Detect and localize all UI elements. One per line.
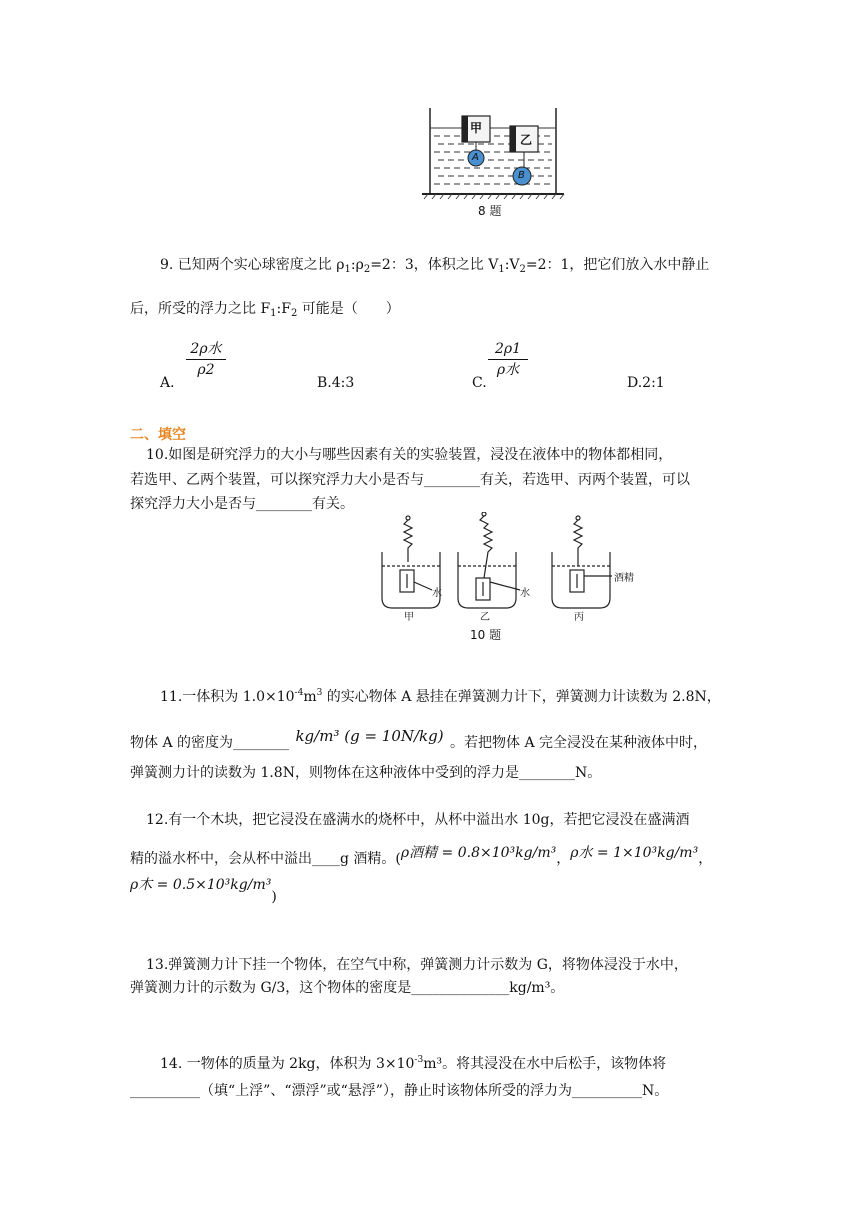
q10-line-2: 若选甲、乙两个装置，可以探究浮力大小是否与________有关，若选甲、丙两个装置，可以 [130,472,690,488]
figure-10-alcohol: 酒精 [614,573,634,584]
figure-10-water-2: 水 [520,588,530,599]
q12-formula-wood: ρ木 = 0.5×10³kg/m³ [130,877,272,893]
figure-10 [370,512,650,644]
figure-8-block-right-label: 乙 [520,133,533,147]
q9-option-a-fraction: 2ρ水 ρ2 [186,340,226,379]
q12-formula-water: ρ水 = 1×10³kg/m³ [570,845,699,861]
q12-line-1: 12.有一个木块，把它浸没在盛满水的烧杯中，从杯中溢出水 10g，若把它浸没在盛满酒 [146,812,690,828]
section-fill-in-title: 二、填空 [130,427,186,443]
q13-line-1: 13.弹簧测力计下挂一个物体，在空气中称，弹簧测力计示数为 G，将物体浸没于水中， [146,957,688,973]
q11-line-2: 物体 A 的密度为________ kg/m³ (g = 10N/kg) 。若把物体 A 完全浸没在某种液体中时， [130,727,708,751]
figure-10-caption: 10 题 [470,628,502,642]
q11-line-1: 11.一体积为 $1.0\times 10^{-4}m^3$ 的实心物体 A 悬挂在弹簧测力计下，弹簧测力计读数为 2.8N， [160,688,721,705]
q11-line-3: 弹簧测力计的读数为 1.8N，则物体在这种液体中受到的浮力是________N。 [130,765,602,781]
figure-8 [418,104,568,222]
figure-10-label-jia: 甲 [404,612,414,623]
figure-10-diagram [370,512,650,644]
q12-formula-alcohol: ρ酒精 = 0.8×10³kg/m³ [400,845,557,861]
q9-option-b: B.4:3 [317,375,355,391]
q11-unit-formula: kg/m³ (g = 10N/kg) [295,727,444,745]
q12-line-3: ρ木 = 0.5×10³kg/m³) [130,877,277,905]
figure-8-ball-b-label: B [518,170,525,181]
q14-line-2: __________（填“上浮”、“漂浮”或“悬浮”），静止时该物体所受的浮力为__________N。 [130,1083,669,1099]
figure-8-caption: 8 题 [478,204,502,218]
q10-line-1: 10.如图是研究浮力的大小与哪些因素有关的实验装置，浸没在液体中的物体都相同， [146,447,673,463]
q9-line-1: 9. 已知两个实心球密度之比 $\rho_1:\rho_2=2$：3，体积之比 $V_1:V_2=2$：1，把它们放入水中静止 [160,257,710,275]
q14-line-1: 14. 一物体的质量为 2kg，体积为 $3\times 10^{-3}m^3$。将其浸没在水中后松手，该物体将 [160,1055,667,1072]
q9-option-d: D.2:1 [627,375,665,391]
q10-line-3: 探究浮力大小是否与________有关。 [130,496,354,512]
figure-10-water-1: 水 [432,588,442,599]
q12-line-2: 精的溢水杯中，会从杯中溢出____g 酒精。(ρ酒精 = 0.8×10³kg/m³，ρ水 = 1×10³kg/m³， [130,845,713,867]
q9-option-c-fraction: 2ρ1 ρ水 [488,340,528,379]
figure-10-label-yi: 乙 [480,612,490,623]
figure-10-label-bing: 丙 [574,612,584,623]
q9-option-c-label: C. [472,375,487,391]
q9-line-2: 后，所受的浮力之比 $F_1:F_2$ 可能是（ ） [130,301,400,319]
q9-option-a-label: A． [160,375,185,391]
figure-8-ball-a-label: A [472,152,479,163]
figure-8-block-left-label: 甲 [470,121,483,135]
q13-line-2: 弹簧测力计的示数为 G/3，这个物体的密度是______________kg/m³。 [130,980,565,996]
